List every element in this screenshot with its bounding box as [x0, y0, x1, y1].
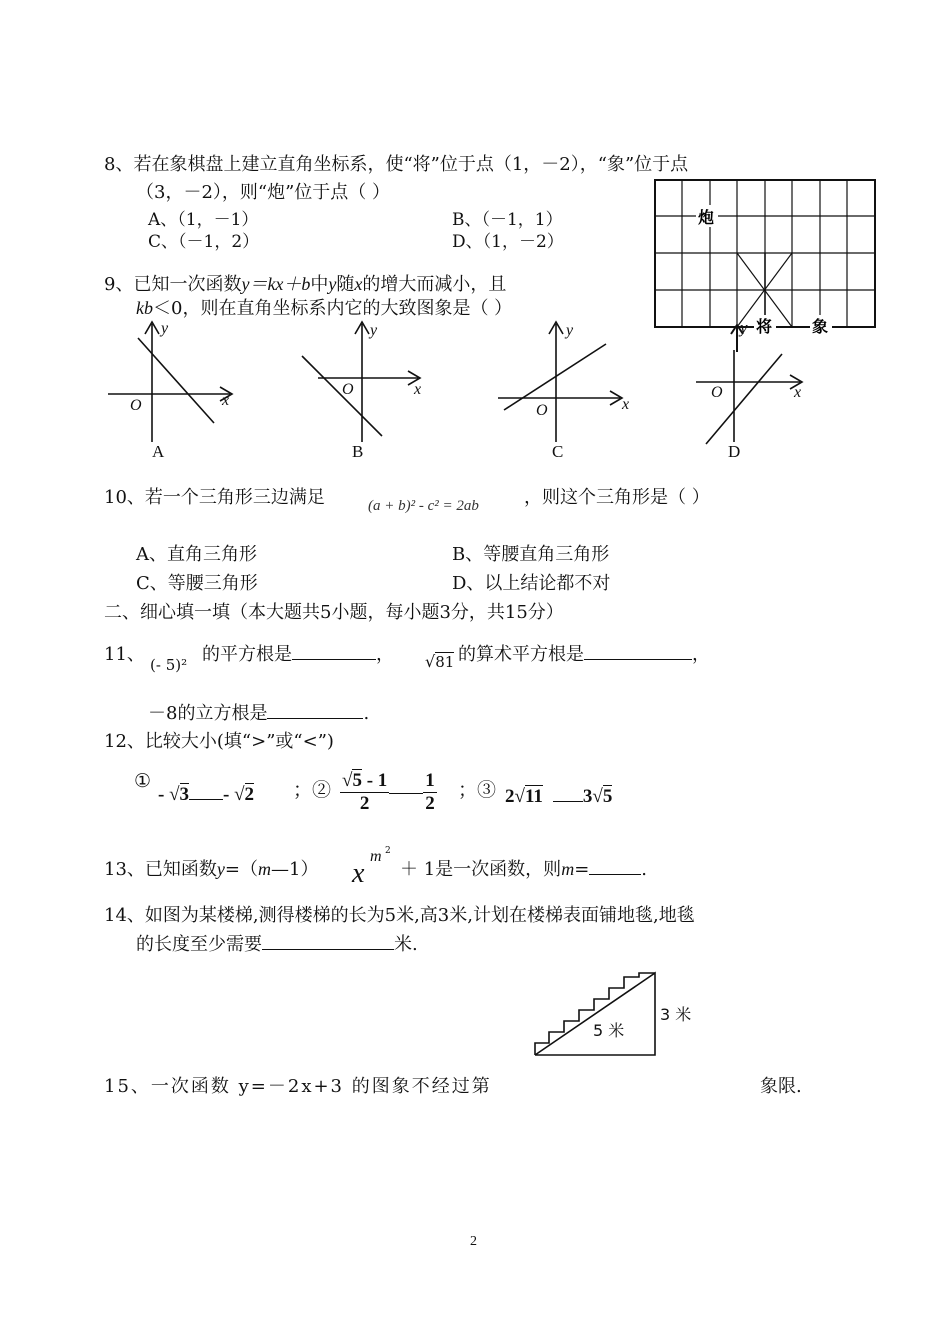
- q10-option-d: D、以上结论都不对: [452, 573, 611, 594]
- q13-exponent-2: 2: [385, 846, 391, 856]
- q13-x: x: [352, 858, 365, 889]
- q12-blank3[interactable]: [553, 791, 583, 802]
- q9-line2: kb＜0，则在直角坐标系内它的大致图象是（ ）: [136, 298, 513, 319]
- q10-text: 10、若一个三角形三边满足: [104, 487, 325, 508]
- q12-blank2[interactable]: [389, 791, 423, 794]
- graph-a-origin: O: [130, 397, 142, 414]
- q12-expr3: 2√11 3√5: [505, 786, 613, 807]
- q8-option-c: C、（－1，2）: [148, 232, 260, 252]
- q10-text-end: ，则这个三角形是（ ）: [524, 487, 710, 508]
- q12-expr2: $\frac{√5 - 1}{2}$ $\frac{1}{2}$: [342, 770, 435, 814]
- graph-c-x-label: x: [622, 396, 630, 413]
- page-number: 2: [470, 1234, 477, 1249]
- graph-a-y-label: y: [161, 320, 169, 337]
- q11-blank3[interactable]: [267, 700, 363, 719]
- q15-text: 15、一次函数 y=－2x+3 的图象不经过第: [104, 1076, 492, 1097]
- q13-text: 13、已知函数y=（m—1）: [104, 859, 319, 880]
- q13-text-end: ＋ 1是一次函数，则m= .: [400, 855, 647, 881]
- graph-b-label: B: [352, 442, 364, 461]
- q11-line2: －8的立方根是 .: [148, 699, 369, 725]
- q9-line1: 9、已知一次函数y＝kx＋b中y随x的增大而减小，且: [104, 274, 507, 295]
- q8-line1: 8、若在象棋盘上建立直角坐标系，使“将”位于点（1，－2），“象”位于点: [104, 154, 689, 175]
- q11-blank2[interactable]: [584, 641, 692, 660]
- graph-c-label: C: [552, 442, 564, 461]
- q15-end: 象限.: [760, 1076, 802, 1097]
- q8-option-d: D、（1，－2）: [452, 232, 564, 252]
- q10-option-b: B、等腰直角三角形: [452, 544, 610, 565]
- graph-a-x-label: x: [222, 392, 230, 409]
- q10-option-c: C、等腰三角形: [136, 573, 258, 594]
- q10-option-a: A、直角三角形: [136, 544, 257, 565]
- q13-blank[interactable]: [589, 856, 641, 875]
- graph-d-label: D: [728, 442, 741, 461]
- q14-line1: 14、如图为某楼梯,测得楼梯的长为5米,高3米,计划在楼梯表面铺地毯,地毯: [104, 905, 695, 926]
- graph-b-origin: O: [342, 381, 354, 398]
- q12-title: 12、比较大小(填“>”或“<”): [104, 731, 334, 752]
- q11-blank1[interactable]: [292, 641, 376, 660]
- chess-board-figure: [650, 175, 882, 340]
- graph-d-origin: O: [711, 384, 723, 401]
- graph-d-x-label: x: [794, 384, 802, 401]
- graph-a: [100, 318, 250, 448]
- jiang-label: 将: [756, 317, 773, 336]
- section2-title: 二、细心填一填（本大题共5小题，每小题3分，共15分）: [104, 602, 564, 623]
- q12-expressions: ①: [134, 770, 152, 792]
- q11-text2: 的算术平方根是 ，: [458, 640, 710, 666]
- q11-expr1: (- 5)²: [150, 656, 188, 674]
- graph-b-x-label: x: [414, 381, 422, 398]
- q12-sep3: ；③: [458, 779, 497, 801]
- q12-expr1: - √3 - √2: [158, 784, 255, 805]
- q11-text1: 的平方根是 ，: [202, 640, 394, 666]
- graph-a-label: A: [152, 442, 165, 461]
- q11-number: 11、: [104, 644, 145, 665]
- q14-line2: 的长度至少需要 米.: [136, 930, 418, 956]
- q11-expr2: √81: [425, 652, 455, 671]
- q13-exponent-m: m: [370, 848, 382, 865]
- xiang-label: 象: [812, 317, 829, 336]
- q14-blank[interactable]: [262, 931, 394, 950]
- graph-c: [490, 318, 640, 448]
- q8-option-a: A、（1，－1）: [148, 210, 259, 230]
- q12-blank1[interactable]: [189, 787, 223, 800]
- stair-height-label: 3 米: [660, 1005, 692, 1024]
- graph-b-y-label: y: [370, 322, 378, 339]
- stair-length-label: 5 米: [593, 1021, 625, 1040]
- staircase-figure: [528, 965, 668, 1060]
- q8-line2: （3，－2），则“炮”位于点（ ）: [136, 182, 391, 203]
- q12-sep2: ；②: [293, 779, 332, 801]
- graph-c-y-label: y: [566, 322, 574, 339]
- pao-label: 炮: [698, 208, 715, 227]
- graph-c-origin: O: [536, 402, 548, 419]
- q10-formula: (a + b)² - c² = 2ab: [368, 498, 479, 514]
- board-y-label: y: [740, 318, 748, 337]
- q8-option-b: B、（－1，1）: [452, 210, 563, 230]
